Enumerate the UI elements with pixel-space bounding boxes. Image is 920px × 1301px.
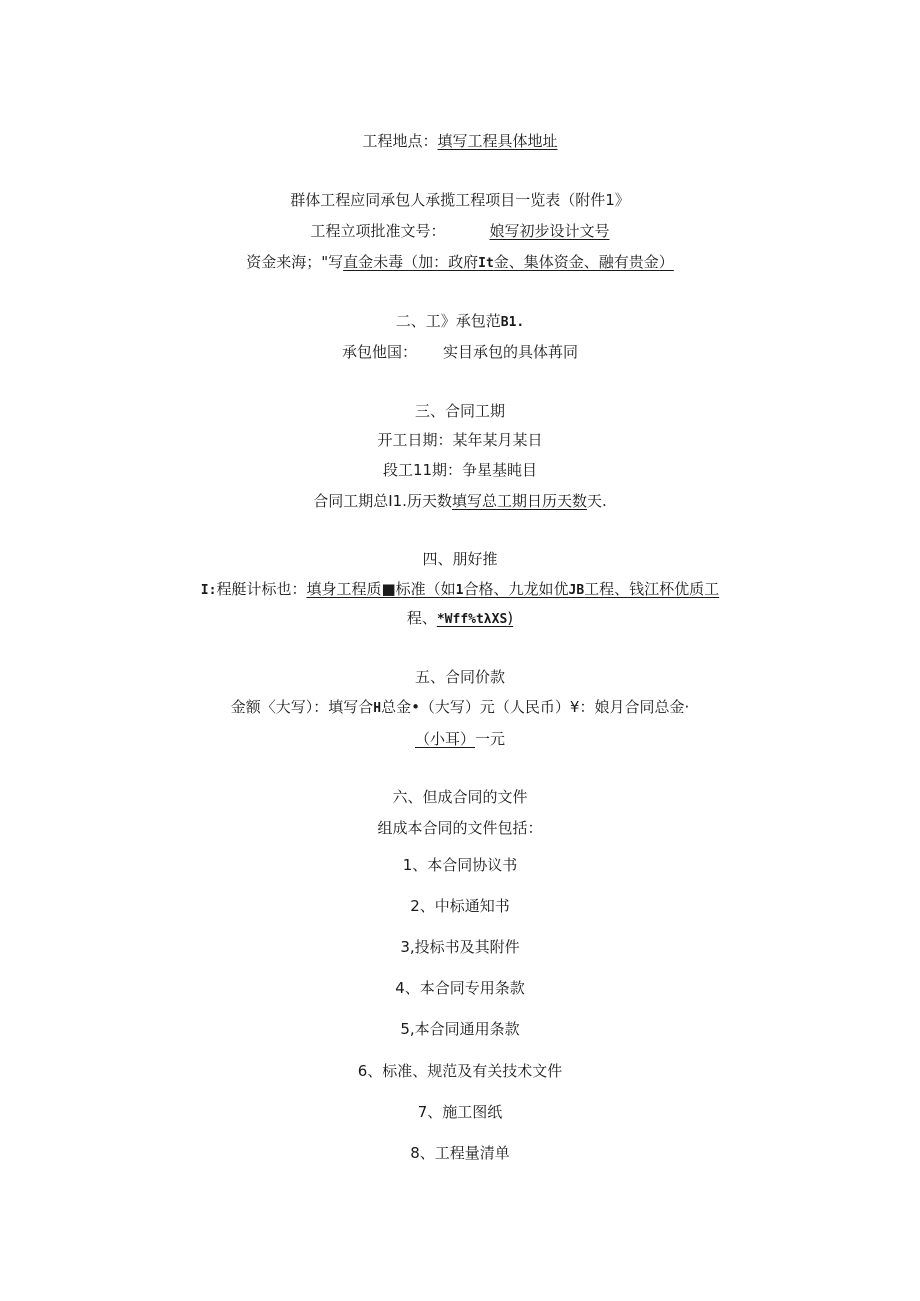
end-date-value: 争星基盹目 xyxy=(462,461,538,479)
quality-value-d: 工程、钱江杯优质工 xyxy=(584,580,720,598)
funding-value xyxy=(343,253,674,271)
quality-line-1 xyxy=(0,579,920,599)
documents-intro: 组成本合同的文件包括： xyxy=(377,819,543,837)
quality-value-c-bold: JB xyxy=(568,583,585,598)
quality-heading: 四、朋好推 xyxy=(422,550,498,568)
documents-heading: 六、但成合同的文件 xyxy=(392,788,528,806)
funding-label: 资金来海； xyxy=(246,253,322,271)
scope-value: 实目承包的具体苒同 xyxy=(443,343,579,361)
start-date-label: 开工日期： xyxy=(377,431,453,449)
scope-heading-text: 二、工》承包范 xyxy=(395,312,501,330)
document-item: 4、本合同专用条款 xyxy=(395,979,525,997)
total-days-line xyxy=(0,491,920,511)
quality-value-b-bold: 1 xyxy=(455,583,464,598)
approval-value: 娘写初步设计文号 xyxy=(489,222,610,240)
site-line xyxy=(0,131,920,151)
quality-label: 程艇计标也： xyxy=(216,580,307,598)
scope-heading xyxy=(0,311,920,331)
document-item: 1、本合同协议书 xyxy=(402,856,518,874)
price-line2-rest: 一元 xyxy=(475,730,506,748)
price-line-2 xyxy=(0,729,920,749)
funding-value-text: 直金未毒（加：政府 xyxy=(343,253,479,271)
funding-value-suffix: 金、集体资金、融有贵金） xyxy=(493,253,674,271)
document-item: 2、中标通知书 xyxy=(410,897,510,915)
quality-line-2 xyxy=(0,608,920,628)
approval-label: 工程立项批准文号： xyxy=(310,222,446,240)
quality-value-a: 填身工程质 xyxy=(306,580,382,598)
price-label-bold: H xyxy=(373,701,382,716)
group-project-note: 群体工程应同承包人承揽工程项目一览表（附件1》 xyxy=(290,191,630,209)
document-item: 7、施工图纸 xyxy=(417,1103,503,1121)
total-days-label: 合同工期总I1.历天数 xyxy=(313,492,452,510)
price-heading: 五、合同价款 xyxy=(414,668,505,686)
document-item: 6、标准、规范及有关技术文件 xyxy=(357,1062,563,1080)
quality-label-bold: I: xyxy=(200,583,217,598)
scope-heading-bold: B1. xyxy=(500,315,525,330)
start-date-line xyxy=(0,430,920,450)
price-label: 金额〈大写）：填写合 xyxy=(230,698,374,716)
approval-line xyxy=(0,221,920,241)
quality-value-b: ■标准（如 xyxy=(381,580,456,598)
funding-value-bold: It xyxy=(478,256,494,271)
end-date-line xyxy=(0,460,920,480)
quality-line2-value xyxy=(437,609,513,627)
start-date-value: 某年某月某日 xyxy=(452,431,543,449)
price-small-value: （小耳） xyxy=(414,730,475,748)
total-days-value: 填写总工期日历天数 xyxy=(451,492,587,510)
price-label-rest: 总金•（大写）元（人民币）¥：娘月合同总金· xyxy=(381,698,690,716)
scope-label: 承包他国： xyxy=(341,343,417,361)
end-date-label: 段工11期： xyxy=(382,461,463,479)
site-label: 工程地点： xyxy=(362,132,438,150)
quality-value xyxy=(306,580,719,598)
scope-line xyxy=(0,342,920,362)
site-value: 填写工程具体地址 xyxy=(437,132,558,150)
document-item: 5,本合同通用条款 xyxy=(400,1020,520,1038)
quality-line2-suffix: ) xyxy=(507,609,514,627)
period-heading: 三、合同工期 xyxy=(414,402,505,420)
total-days-suffix: 天. xyxy=(586,492,607,510)
price-line-1 xyxy=(0,697,920,717)
document-item: 8、工程量清单 xyxy=(410,1144,510,1162)
funding-line xyxy=(0,252,920,272)
funding-prefix: "写 xyxy=(321,253,344,271)
document-item: 3,投标书及其附件 xyxy=(400,938,520,956)
quality-line2-bold: *Wff%tλXS xyxy=(436,612,508,627)
quality-value-c: 合格、九龙如优 xyxy=(463,580,569,598)
quality-line2-prefix: 程、 xyxy=(406,609,437,627)
